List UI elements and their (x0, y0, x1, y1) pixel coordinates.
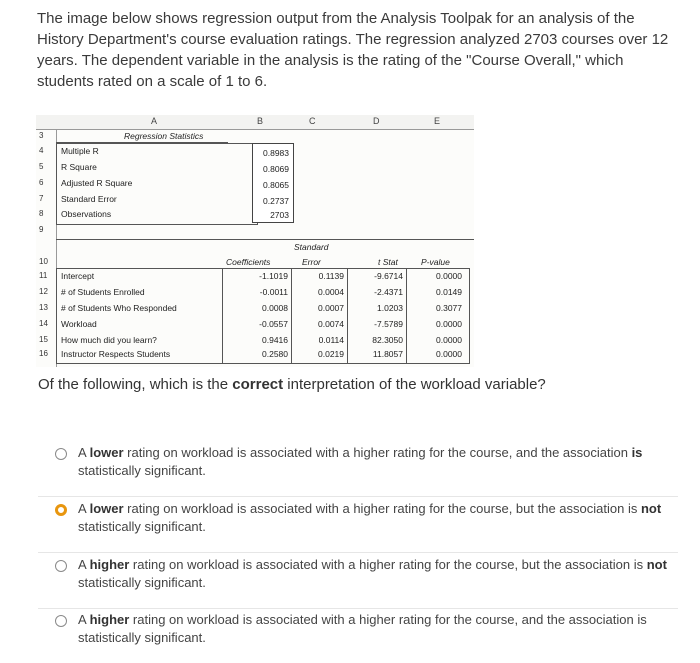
emphasis: higher (89, 557, 130, 572)
p-value: 0.0000 (436, 335, 462, 345)
text: rating on workload is associated with a higher rating for the course, but the association is (123, 501, 641, 516)
col-header-d: D (373, 116, 380, 126)
stat-label: R Square (61, 162, 97, 172)
row-number: 4 (39, 146, 44, 155)
option-text[interactable] (58, 500, 678, 536)
stat-value: 0.2737 (263, 196, 289, 206)
stat-label: Observations (61, 209, 112, 219)
divider (291, 268, 292, 364)
col-header-c: C (309, 116, 316, 126)
stat-label: Adjusted R Square (61, 178, 133, 188)
row-number: 6 (39, 178, 44, 187)
row-number: 5 (39, 162, 44, 171)
text: A (78, 557, 90, 572)
emphasis: is (631, 445, 643, 460)
coef-label: Instructor Respects Students (61, 349, 171, 359)
t-header: t Stat (378, 257, 398, 267)
option-text[interactable] (58, 556, 678, 592)
question-intro: The image below shows regression output from the Analysis Toolpak for an analysis of the History Department's course evaluation ratings. The regression analyzed 2703 courses over 12 years. The dependent variable in the analysis is the rating of the "Course Overall," which students rated on a scale of 1 to 6. (37, 10, 669, 90)
stat-label: Multiple R (61, 146, 99, 156)
t-value: -7.5789 (374, 319, 403, 329)
answer-option-4[interactable] (38, 611, 678, 657)
row-number: 10 (39, 257, 48, 266)
p-value: 0.0000 (436, 319, 462, 329)
stat-value: 0.8983 (263, 148, 289, 158)
row-number: 13 (39, 303, 48, 312)
question-text: interpretation of the workload variable? (283, 376, 546, 393)
coef-label: Workload (61, 319, 97, 329)
row-number: 7 (39, 194, 44, 203)
row-number: 15 (39, 335, 48, 344)
row-number: 3 (39, 131, 44, 140)
text: rating on workload is associated with a higher rating for the course, and the association (123, 445, 632, 460)
coef-header: Coefficients (226, 257, 271, 267)
se-header-top: Standard (294, 242, 329, 252)
stat-value: 0.8065 (263, 180, 289, 190)
coef-label: # of Students Who Responded (61, 303, 177, 313)
coef-value: 0.0008 (262, 303, 288, 313)
option-text[interactable] (58, 611, 678, 647)
coef-value: 0.9416 (262, 335, 288, 345)
text: A (78, 445, 90, 460)
t-value: 11.8057 (372, 349, 403, 359)
row-number: 12 (39, 287, 48, 296)
p-header: P-value (421, 257, 450, 267)
row-number: 8 (39, 209, 44, 218)
p-value: 0.0000 (436, 271, 462, 281)
text: statistically significant. (78, 519, 206, 534)
option-text[interactable] (58, 444, 678, 480)
question-emphasis: correct (232, 376, 284, 393)
stat-label: Standard Error (61, 194, 117, 204)
p-value: 0.0149 (436, 287, 462, 297)
t-value: 82.3050 (372, 335, 403, 345)
answer-option-1[interactable] (38, 444, 678, 497)
col-header-a: A (151, 116, 158, 126)
se-value: 0.1139 (318, 271, 344, 281)
divider (406, 268, 407, 364)
se-value: 0.0114 (318, 335, 344, 345)
col-header-b: B (257, 116, 264, 126)
coef-label: Intercept (61, 271, 95, 281)
column-header-row (36, 115, 474, 130)
coef-label: How much did you learn? (61, 335, 157, 345)
divider (347, 268, 348, 364)
p-value: 0.0000 (436, 349, 462, 359)
t-value: 1.0203 (377, 303, 403, 313)
row-number: 11 (39, 271, 48, 280)
t-value: -9.6714 (374, 271, 403, 281)
emphasis: not (640, 501, 662, 516)
stat-value: 2703 (270, 210, 289, 220)
row-number: 9 (39, 225, 44, 234)
stat-value: 0.8069 (263, 164, 289, 174)
text: rating on workload is associated with a higher rating for the course, and the association is (129, 612, 647, 627)
t-value: -2.4371 (374, 287, 403, 297)
text: statistically significant. (78, 463, 206, 478)
emphasis: not (646, 557, 667, 572)
se-value: 0.0004 (318, 287, 344, 297)
col-header-e: E (434, 116, 441, 126)
coef-value: -0.0011 (259, 287, 288, 297)
stats-title: Regression Statistics (124, 131, 204, 141)
divider (222, 268, 223, 364)
question-prompt (38, 376, 546, 393)
se-value: 0.0074 (318, 319, 344, 329)
coef-label: # of Students Enrolled (61, 287, 145, 297)
answer-option-3[interactable] (38, 556, 678, 609)
text: A (78, 612, 90, 627)
answer-option-2[interactable] (38, 500, 678, 553)
coef-value: -0.0557 (259, 319, 288, 329)
se-header-bottom: Error (302, 257, 321, 267)
se-value: 0.0007 (318, 303, 344, 313)
text: statistically significant. (78, 630, 206, 645)
text: statistically significant. (78, 575, 206, 590)
row-number: 14 (39, 319, 48, 328)
emphasis: higher (89, 612, 130, 627)
question-text: Of the following, which is the (38, 376, 233, 393)
regression-output-image (36, 115, 474, 367)
p-value: 0.3077 (436, 303, 462, 313)
divider (56, 239, 474, 240)
se-value: 0.0219 (318, 349, 344, 359)
row-number: 16 (39, 349, 48, 358)
text: A (78, 501, 90, 516)
coef-value: 0.2580 (262, 349, 288, 359)
coef-value: -1.1019 (259, 271, 288, 281)
text: rating on workload is associated with a higher rating for the course, but the association is (129, 557, 647, 572)
emphasis: lower (89, 445, 124, 460)
emphasis: lower (89, 501, 124, 516)
